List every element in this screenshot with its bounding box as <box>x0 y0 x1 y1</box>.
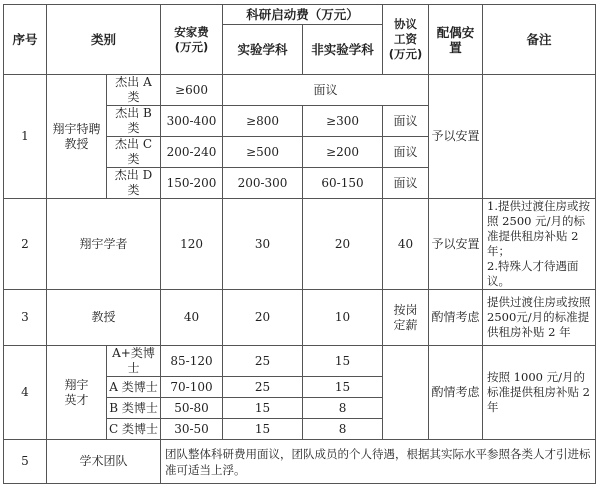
header-startup: 科研启动费（万元） <box>223 5 383 25</box>
housing-value: 200-240 <box>161 137 223 168</box>
header-no: 序号 <box>4 5 47 75</box>
experimental-value: 25 <box>223 346 303 377</box>
table-row <box>4 346 596 377</box>
nonexperimental-value: 15 <box>303 346 383 377</box>
header-salary: 协议 工资 (万元) <box>383 5 429 75</box>
nonexperimental-value: ≥300 <box>303 106 383 137</box>
subcategory: B 类博士 <box>107 398 161 419</box>
salary-value: 40 <box>383 199 429 290</box>
table-row <box>4 290 596 346</box>
housing-value: 300-400 <box>161 106 223 137</box>
remark-value: 按照 1000 元/月的标准提供租房补贴 2 年 <box>483 346 596 440</box>
experimental-value: 30 <box>223 199 303 290</box>
nonexperimental-value: 8 <box>303 419 383 440</box>
housing-value: 40 <box>161 290 223 346</box>
salary-value: 面议 <box>383 168 429 199</box>
salary-value: 面议 <box>383 137 429 168</box>
housing-value: 30-50 <box>161 419 223 440</box>
nonexperimental-value: ≥200 <box>303 137 383 168</box>
experimental-value: 15 <box>223 398 303 419</box>
category-name: 翔宇学者 <box>47 199 161 290</box>
header-category: 类别 <box>47 5 161 75</box>
subcategory: 杰出 D 类 <box>107 168 161 199</box>
header-spouse: 配偶安置 <box>429 5 483 75</box>
experimental-value: 200-300 <box>223 168 303 199</box>
startup-merged-value: 面议 <box>223 75 429 106</box>
talent-policy-table <box>3 4 595 477</box>
remark-value: 提供过渡住房或按照 2500元/月的标准提供租房补贴 2 年 <box>483 290 596 346</box>
salary-value: 按岗 定薪 <box>383 290 429 346</box>
subcategory: 杰出 B 类 <box>107 106 161 137</box>
experimental-value: 20 <box>223 290 303 346</box>
category-name: 翔宇 英才 <box>47 346 107 440</box>
subcategory: 杰出 A 类 <box>107 75 161 106</box>
spouse-value: 酌情考虑 <box>429 346 483 440</box>
housing-value: 120 <box>161 199 223 290</box>
category-name: 教授 <box>47 290 161 346</box>
row-number: 2 <box>4 199 47 290</box>
row-number: 5 <box>4 440 47 484</box>
spouse-value: 予以安置 <box>429 75 483 199</box>
housing-value: 70-100 <box>161 377 223 398</box>
table-row <box>4 440 596 484</box>
header-remarks: 备注 <box>483 5 596 75</box>
remark-value: 1.提供过渡住房或按照 2500 元/月的标准提供租房补贴 2 年； 2.特殊人才待遇面议。 <box>483 199 596 290</box>
salary-value <box>383 346 429 440</box>
experimental-value: ≥800 <box>223 106 303 137</box>
housing-value: 150-200 <box>161 168 223 199</box>
salary-value: 面议 <box>383 106 429 137</box>
nonexperimental-value: 60-150 <box>303 168 383 199</box>
nonexperimental-value: 10 <box>303 290 383 346</box>
spouse-value: 酌情考虑 <box>429 290 483 346</box>
row-number: 4 <box>4 346 47 440</box>
experimental-value: 15 <box>223 419 303 440</box>
header-housing: 安家费 (万元) <box>161 5 223 75</box>
table-row <box>4 199 596 290</box>
experimental-value: ≥500 <box>223 137 303 168</box>
table-row <box>4 75 596 106</box>
remark-value <box>483 75 596 199</box>
team-policy-text: 团队整体科研费用面议，团队成员的个人待遇，根据其实际水平参照各类人才引进标准可适当上浮。 <box>161 440 596 484</box>
header-experimental: 实验学科 <box>223 25 303 75</box>
subcategory: C 类博士 <box>107 419 161 440</box>
row-number: 1 <box>4 75 47 199</box>
housing-value: 50-80 <box>161 398 223 419</box>
spouse-value: 予以安置 <box>429 199 483 290</box>
category-name: 学术团队 <box>47 440 161 484</box>
category-name: 翔宇特聘 教授 <box>47 75 107 199</box>
experimental-value: 25 <box>223 377 303 398</box>
subcategory: A 类博士 <box>107 377 161 398</box>
housing-value: 85-120 <box>161 346 223 377</box>
housing-value: ≥600 <box>161 75 223 106</box>
nonexperimental-value: 15 <box>303 377 383 398</box>
header-nonexperimental: 非实验学科 <box>303 25 383 75</box>
subcategory: A+类博士 <box>107 346 161 377</box>
nonexperimental-value: 8 <box>303 398 383 419</box>
subcategory: 杰出 C 类 <box>107 137 161 168</box>
row-number: 3 <box>4 290 47 346</box>
nonexperimental-value: 20 <box>303 199 383 290</box>
